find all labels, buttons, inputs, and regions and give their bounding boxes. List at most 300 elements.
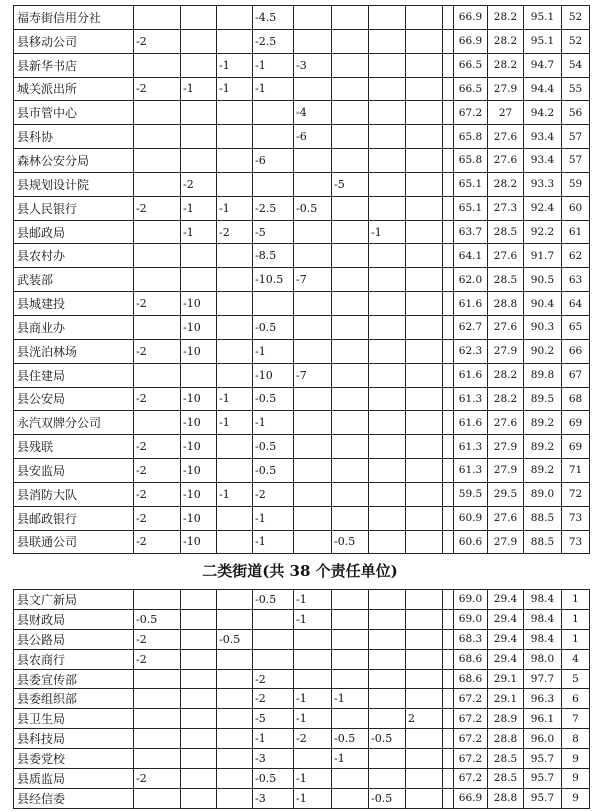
rank-cell: 9 [562, 788, 590, 808]
deduction-cell [369, 435, 406, 459]
score-cell: 67.2 [454, 709, 488, 729]
deduction-cell [217, 149, 253, 173]
deduction-cell [217, 609, 253, 629]
deduction-cell: -2.5 [253, 196, 294, 220]
score-cell: 29.4 [488, 629, 524, 649]
score-cell: 67.2 [454, 689, 488, 709]
deduction-cell [253, 649, 294, 669]
score-cell: 65.1 [454, 172, 488, 196]
deduction-cell: -2 [134, 769, 181, 789]
rank-cell: 68 [562, 387, 590, 411]
deduction-cell: -2 [253, 669, 294, 689]
score-cell: 66.9 [454, 788, 488, 808]
deduction-cell [406, 292, 443, 316]
deduction-cell [134, 268, 181, 292]
unit-name-cell: 武装部 [14, 268, 134, 292]
deduction-cell [406, 459, 443, 483]
deduction-cell: -10 [181, 482, 217, 506]
spacer-cell [443, 315, 454, 339]
deduction-cell: -1 [253, 77, 294, 101]
deduction-cell [332, 292, 369, 316]
deduction-cell [294, 411, 332, 435]
deduction-cell [294, 220, 332, 244]
deduction-cell [181, 729, 217, 749]
score-cell: 27.6 [488, 125, 524, 149]
deduction-cell: -2 [134, 196, 181, 220]
unit-name-cell: 县公安局 [14, 387, 134, 411]
spacer-cell [443, 689, 454, 709]
deduction-cell [332, 411, 369, 435]
deduction-cell: -7 [294, 363, 332, 387]
rank-cell: 7 [562, 709, 590, 729]
table-row [14, 387, 590, 411]
score-cell: 68.6 [454, 649, 488, 669]
deduction-cell [181, 53, 217, 77]
score-cell: 29.1 [488, 689, 524, 709]
deduction-cell [294, 435, 332, 459]
score-cell: 63.7 [454, 220, 488, 244]
deduction-cell: -1 [217, 411, 253, 435]
deduction-cell [406, 387, 443, 411]
unit-name-cell: 县残联 [14, 435, 134, 459]
rank-cell: 64 [562, 292, 590, 316]
score-cell: 94.7 [524, 53, 562, 77]
deduction-cell: -5 [332, 172, 369, 196]
table-row [14, 53, 590, 77]
deduction-cell [332, 649, 369, 669]
rank-cell: 73 [562, 506, 590, 530]
deduction-cell [294, 172, 332, 196]
score-cell: 66.5 [454, 53, 488, 77]
deduction-cell [406, 6, 443, 30]
spacer-cell [443, 729, 454, 749]
deduction-cell: -10 [181, 459, 217, 483]
rank-cell: 61 [562, 220, 590, 244]
deduction-cell [369, 609, 406, 629]
score-cell: 61.6 [454, 292, 488, 316]
table-row [14, 669, 590, 689]
deduction-cell: -3 [253, 788, 294, 808]
score-cell: 90.3 [524, 315, 562, 339]
deduction-cell: -1 [217, 196, 253, 220]
score-cell: 28.8 [488, 729, 524, 749]
unit-name-cell: 县联通公司 [14, 530, 134, 554]
score-cell: 68.6 [454, 669, 488, 689]
deduction-cell [134, 363, 181, 387]
score-cell: 89.5 [524, 387, 562, 411]
deduction-cell [134, 411, 181, 435]
unit-name-cell: 县住建局 [14, 363, 134, 387]
unit-name-cell: 县消防大队 [14, 482, 134, 506]
deduction-cell: -3 [294, 53, 332, 77]
score-cell: 67.2 [454, 729, 488, 749]
rank-cell: 57 [562, 149, 590, 173]
deduction-cell: -10 [181, 339, 217, 363]
table-row [14, 292, 590, 316]
spacer-cell [443, 292, 454, 316]
deduction-cell: -2 [134, 435, 181, 459]
deduction-cell: -1 [181, 196, 217, 220]
deduction-cell: -1 [294, 788, 332, 808]
rank-cell: 52 [562, 6, 590, 30]
deduction-cell [406, 53, 443, 77]
score-cell: 67.2 [454, 749, 488, 769]
deduction-cell [134, 669, 181, 689]
deduction-cell [134, 749, 181, 769]
deduction-cell [332, 629, 369, 649]
deduction-cell [332, 363, 369, 387]
deduction-cell [253, 629, 294, 649]
deduction-cell [406, 101, 443, 125]
deduction-cell [217, 689, 253, 709]
deduction-cell [332, 788, 369, 808]
rank-cell: 69 [562, 411, 590, 435]
score-cell: 27.6 [488, 506, 524, 530]
deduction-cell [369, 292, 406, 316]
table-row [14, 6, 590, 30]
deduction-cell [332, 459, 369, 483]
deduction-cell [181, 649, 217, 669]
deduction-cell: -2 [217, 220, 253, 244]
deduction-cell: -1 [294, 689, 332, 709]
deduction-cell: -4 [294, 101, 332, 125]
score-cell: 62.7 [454, 315, 488, 339]
deduction-cell [181, 125, 217, 149]
deduction-cell: -10.5 [253, 268, 294, 292]
rank-cell: 69 [562, 435, 590, 459]
deduction-cell: -6 [294, 125, 332, 149]
unit-name-cell: 县农商行 [14, 649, 134, 669]
spacer-cell [443, 788, 454, 808]
deduction-cell [134, 6, 181, 30]
score-cell: 89.0 [524, 482, 562, 506]
deduction-cell [406, 149, 443, 173]
deduction-cell [332, 669, 369, 689]
deduction-cell: -1 [253, 53, 294, 77]
unit-name-cell: 县邮政银行 [14, 506, 134, 530]
deduction-cell [369, 482, 406, 506]
deduction-cell [406, 749, 443, 769]
spacer-cell [443, 649, 454, 669]
score-cell: 61.6 [454, 363, 488, 387]
deduction-cell [134, 125, 181, 149]
unit-name-cell: 县规划设计院 [14, 172, 134, 196]
deduction-cell: -0.5 [253, 459, 294, 483]
deduction-cell [294, 77, 332, 101]
score-cell: 28.2 [488, 53, 524, 77]
deduction-cell: -1 [332, 689, 369, 709]
spacer-cell [443, 6, 454, 30]
score-cell: 89.2 [524, 435, 562, 459]
deduction-cell: -0.5 [253, 315, 294, 339]
table-row [14, 29, 590, 53]
deduction-cell [217, 649, 253, 669]
score-cell: 62.3 [454, 339, 488, 363]
deduction-cell [406, 729, 443, 749]
table-row [14, 77, 590, 101]
deduction-cell: -1 [253, 530, 294, 554]
score-cell: 28.5 [488, 769, 524, 789]
spacer-cell [443, 29, 454, 53]
deduction-cell: -1 [253, 506, 294, 530]
score-cell: 90.2 [524, 339, 562, 363]
ranking-table-bottom-body [14, 590, 590, 809]
spacer-cell [443, 268, 454, 292]
table-row [14, 435, 590, 459]
spacer-cell [443, 506, 454, 530]
deduction-cell: -1 [294, 709, 332, 729]
deduction-cell [332, 590, 369, 610]
score-cell: 27.6 [488, 411, 524, 435]
deduction-cell [294, 669, 332, 689]
deduction-cell [134, 709, 181, 729]
deduction-cell: -10 [181, 435, 217, 459]
deduction-cell [134, 590, 181, 610]
score-cell: 95.7 [524, 749, 562, 769]
score-cell: 90.4 [524, 292, 562, 316]
score-cell: 95.1 [524, 29, 562, 53]
unit-name-cell: 县人民银行 [14, 196, 134, 220]
unit-name-cell: 县农村办 [14, 244, 134, 268]
deduction-cell: -2 [294, 729, 332, 749]
deduction-cell: -0.5 [253, 387, 294, 411]
deduction-cell [406, 530, 443, 554]
deduction-cell [217, 244, 253, 268]
unit-name-cell: 县委党校 [14, 749, 134, 769]
deduction-cell [332, 339, 369, 363]
deduction-cell [294, 292, 332, 316]
deduction-cell [369, 101, 406, 125]
deduction-cell [369, 244, 406, 268]
unit-name-cell: 县质监局 [14, 769, 134, 789]
rank-cell: 9 [562, 749, 590, 769]
rank-cell: 71 [562, 459, 590, 483]
rank-cell: 60 [562, 196, 590, 220]
deduction-cell [134, 788, 181, 808]
deduction-cell [406, 629, 443, 649]
deduction-cell [134, 729, 181, 749]
deduction-cell [406, 411, 443, 435]
table-row [14, 339, 590, 363]
deduction-cell [332, 769, 369, 789]
deduction-cell [369, 629, 406, 649]
table-row [14, 729, 590, 749]
deduction-cell [332, 482, 369, 506]
score-cell: 27.9 [488, 339, 524, 363]
deduction-cell [134, 689, 181, 709]
score-cell: 27.6 [488, 149, 524, 173]
deduction-cell [217, 506, 253, 530]
deduction-cell [217, 669, 253, 689]
deduction-cell [217, 315, 253, 339]
score-cell: 92.2 [524, 220, 562, 244]
deduction-cell [332, 220, 369, 244]
deduction-cell [332, 196, 369, 220]
unit-name-cell: 县城建投 [14, 292, 134, 316]
deduction-cell [406, 788, 443, 808]
score-cell: 28.5 [488, 220, 524, 244]
deduction-cell [332, 53, 369, 77]
rank-cell: 57 [562, 125, 590, 149]
deduction-cell [406, 669, 443, 689]
deduction-cell [217, 769, 253, 789]
score-cell: 96.1 [524, 709, 562, 729]
score-cell: 28.8 [488, 788, 524, 808]
score-cell: 98.0 [524, 649, 562, 669]
score-cell: 27.9 [488, 77, 524, 101]
deduction-cell [134, 220, 181, 244]
spacer-cell [443, 482, 454, 506]
deduction-cell [369, 689, 406, 709]
deduction-cell [294, 749, 332, 769]
deduction-cell: -1 [294, 590, 332, 610]
score-cell: 66.9 [454, 29, 488, 53]
deduction-cell [406, 590, 443, 610]
deduction-cell [217, 363, 253, 387]
deduction-cell [217, 292, 253, 316]
deduction-cell [217, 459, 253, 483]
deduction-cell [406, 77, 443, 101]
deduction-cell [369, 649, 406, 669]
score-cell: 67.2 [454, 769, 488, 789]
deduction-cell [406, 29, 443, 53]
deduction-cell [217, 101, 253, 125]
spacer-cell [443, 709, 454, 729]
spacer-cell [443, 459, 454, 483]
rank-cell: 1 [562, 609, 590, 629]
table-row [14, 629, 590, 649]
deduction-cell [294, 629, 332, 649]
unit-name-cell: 森林公安分局 [14, 149, 134, 173]
score-cell: 95.7 [524, 788, 562, 808]
deduction-cell [294, 29, 332, 53]
spacer-cell [443, 220, 454, 244]
deduction-cell: -0.5 [134, 609, 181, 629]
deduction-cell [369, 196, 406, 220]
deduction-cell [406, 196, 443, 220]
score-cell: 94.4 [524, 77, 562, 101]
score-cell: 27.3 [488, 196, 524, 220]
score-cell: 65.8 [454, 149, 488, 173]
table-row [14, 649, 590, 669]
unit-name-cell: 县文广新局 [14, 590, 134, 610]
unit-name-cell: 永汽双牌分公司 [14, 411, 134, 435]
deduction-cell: -1 [217, 53, 253, 77]
table-row [14, 530, 590, 554]
deduction-cell [134, 315, 181, 339]
score-cell: 96.3 [524, 689, 562, 709]
score-cell: 65.8 [454, 125, 488, 149]
score-cell: 88.5 [524, 530, 562, 554]
score-cell: 89.2 [524, 411, 562, 435]
deduction-cell: -6 [253, 149, 294, 173]
deduction-cell: -10 [181, 387, 217, 411]
rank-cell: 1 [562, 590, 590, 610]
rank-cell: 65 [562, 315, 590, 339]
unit-name-cell: 县移动公司 [14, 29, 134, 53]
unit-name-cell: 县新华书店 [14, 53, 134, 77]
spacer-cell [443, 53, 454, 77]
score-cell: 27.9 [488, 435, 524, 459]
deduction-cell [181, 709, 217, 729]
rank-cell: 59 [562, 172, 590, 196]
rank-cell: 52 [562, 29, 590, 53]
score-cell: 59.5 [454, 482, 488, 506]
deduction-cell: -2 [134, 482, 181, 506]
deduction-cell: -10 [181, 411, 217, 435]
spacer-cell [443, 769, 454, 789]
deduction-cell: -2.5 [253, 29, 294, 53]
deduction-cell: -1 [253, 411, 294, 435]
table-row [14, 590, 590, 610]
deduction-cell [181, 268, 217, 292]
deduction-cell [134, 172, 181, 196]
unit-name-cell: 县洸泊林场 [14, 339, 134, 363]
deduction-cell: -2 [134, 506, 181, 530]
score-cell: 66.9 [454, 6, 488, 30]
score-cell: 98.4 [524, 629, 562, 649]
rank-cell: 56 [562, 101, 590, 125]
score-cell: 69.0 [454, 590, 488, 610]
deduction-cell [134, 149, 181, 173]
deduction-cell [406, 506, 443, 530]
rank-cell: 54 [562, 53, 590, 77]
deduction-cell [294, 315, 332, 339]
score-cell: 62.0 [454, 268, 488, 292]
rank-cell: 9 [562, 769, 590, 789]
ranking-table-top-body [14, 6, 590, 554]
unit-name-cell: 县科协 [14, 125, 134, 149]
deduction-cell: -1 [217, 387, 253, 411]
deduction-cell: -1 [294, 609, 332, 629]
table-row [14, 459, 590, 483]
spacer-cell [443, 172, 454, 196]
table-row [14, 689, 590, 709]
rank-cell: 73 [562, 530, 590, 554]
deduction-cell [181, 363, 217, 387]
deduction-cell: -0.5 [369, 788, 406, 808]
score-cell: 28.2 [488, 363, 524, 387]
deduction-cell [181, 244, 217, 268]
deduction-cell [369, 363, 406, 387]
deduction-cell: -1 [181, 77, 217, 101]
deduction-cell [369, 387, 406, 411]
score-cell: 61.6 [454, 411, 488, 435]
deduction-cell [217, 29, 253, 53]
deduction-cell [253, 101, 294, 125]
deduction-cell: -1 [217, 77, 253, 101]
rank-cell: 66 [562, 339, 590, 363]
deduction-cell [406, 315, 443, 339]
deduction-cell [217, 6, 253, 30]
deduction-cell [217, 339, 253, 363]
deduction-cell [217, 729, 253, 749]
deduction-cell [332, 387, 369, 411]
score-cell: 28.9 [488, 709, 524, 729]
score-cell: 69.0 [454, 609, 488, 629]
deduction-cell [181, 6, 217, 30]
score-cell: 65.1 [454, 196, 488, 220]
score-cell: 29.4 [488, 609, 524, 629]
deduction-cell [332, 244, 369, 268]
rank-cell: 8 [562, 729, 590, 749]
deduction-cell [406, 125, 443, 149]
score-cell: 29.4 [488, 649, 524, 669]
deduction-cell: -2 [134, 459, 181, 483]
deduction-cell [406, 268, 443, 292]
deduction-cell [294, 506, 332, 530]
deduction-cell: -0.5 [332, 530, 369, 554]
